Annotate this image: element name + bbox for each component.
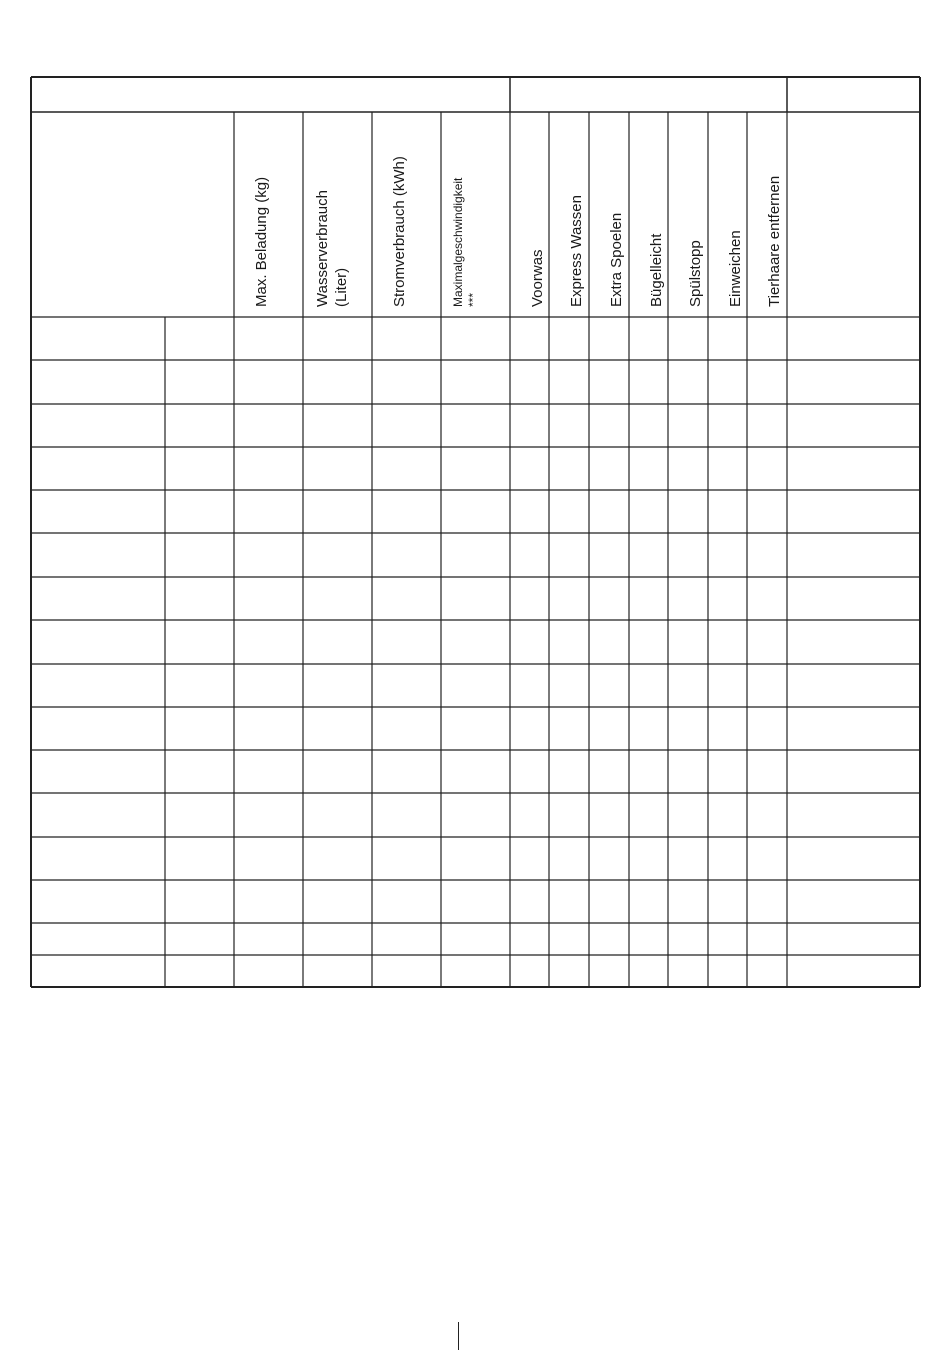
column-header-label: Stromverbrauch (kWh): [391, 156, 408, 307]
column-header-label: Wasserverbrauch: [314, 190, 331, 307]
column-header-label: Express Wassen: [568, 195, 585, 307]
column-header-label: (Liter): [333, 267, 350, 307]
column-header-label: Maximalgeschwindigkeit: [451, 177, 465, 307]
column-header-label: ***: [466, 292, 480, 307]
page-divider: [458, 1322, 459, 1350]
column-header-label: Extra Spoelen: [608, 212, 625, 307]
column-header-label: Spülstopp: [687, 240, 704, 307]
column-header-label: Bügelleicht: [648, 233, 665, 307]
column-header-label: Max. Beladung (kg): [253, 176, 270, 307]
column-header-label: Tierhaare entfernen: [766, 175, 783, 307]
column-header-label: Voorwas: [529, 249, 546, 307]
column-header-label: Einweichen: [727, 230, 744, 307]
